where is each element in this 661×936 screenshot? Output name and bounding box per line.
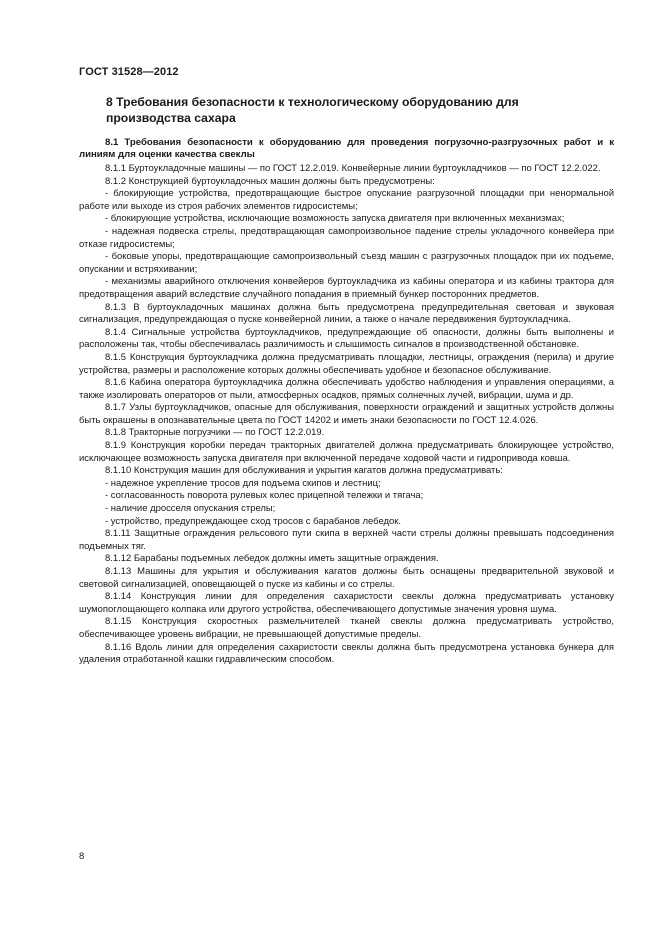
paragraph: 8.1.10 Конструкция машин для обслуживания и укрытия кагатов должна предусматривать: bbox=[105, 465, 503, 477]
paragraph: 8.1.13 Машины для укрытия и обслуживания кагатов должны быть оснащены предварительной звуковой и световой сигнализацией, оповещающей о пуске из кабины и со стрелы. bbox=[79, 566, 614, 590]
paragraph: 8.1.16 Вдоль линии для определения сахаристости свеклы должна быть предусмотрена установка бункера для удаления отработанной кашки гидравлическим способом. bbox=[79, 641, 614, 666]
paragraph: 8.1.15 Конструкция скоростных размельчителей тканей свеклы должна предусматривать устройство, обеспечивающее уровень вибрации, не превышающей допустимые пределы. bbox=[79, 616, 614, 640]
paragraph: 8.1.12 Барабаны подъемных лебедок должны иметь защитные ограждения. bbox=[105, 553, 439, 565]
section-title: 8 Требования безопасности к технологическому оборудованию для производства сахара bbox=[106, 95, 519, 125]
paragraph: 8.1.8 Тракторные погрузчики — по ГОСТ 12.2.019. bbox=[105, 427, 325, 439]
paragraph: 8.1.2 Конструкцией буртоукладочных машин должны быть предусмотрены: bbox=[105, 175, 435, 187]
paragraph: 8.1.3 В буртоукладочных машинах должна быть предусмотрена предупредительная световая и звуковая сигнализация, предупреждающая о пуске конвейерной линии, а также о начале передвижения буртоукладчика. bbox=[79, 301, 614, 326]
paragraph: 8.1.5 Конструкция буртоукладчика должна предусматривать площадки, лестницы, ограждения (перила) и другие устройства, размеры и расположение которых должны обеспечивать удобное и безопасное обслуживание. bbox=[79, 351, 614, 376]
list-item: - согласованность поворота рулевых колес прицепной тележки и тягача; bbox=[105, 490, 424, 502]
paragraph: 8.1.1 Буртоукладочные машины — по ГОСТ 12.2.019. Конвейерные линии буртоукладчиков — по ГОСТ 12.2.022. bbox=[105, 163, 601, 174]
document-code-header: ГОСТ 31528—2012 bbox=[79, 66, 179, 78]
list-item: - блокирующие устройства, исключающие возможность запуска двигателя при включенных механизмах; bbox=[105, 213, 565, 225]
subsection-title: 8.1 Требования безопасности к оборудованию для проведения погрузочно-разгрузочных работ и к линиям для оценки качества свеклы bbox=[79, 137, 614, 161]
list-item: - боковые упоры, предотвращающие самопроизвольный съезд машин с разгрузочных площадок при их подъеме, опускании и встряхивании; bbox=[79, 251, 614, 275]
paragraph: 8.1.11 Защитные ограждения рельсового пути скипа в верхней части стрелы должны превышать подсоединения подъемных тяг. bbox=[79, 528, 614, 552]
list-item: - надежное укрепление тросов для подъема скипов и лестниц; bbox=[105, 477, 381, 489]
paragraph: 8.1.4 Сигнальные устройства буртоукладчиков, предупреждающие об опасности, должны быть выполнены и расположены так, чтобы обеспечивалась различимость и слышимость сигналов в производственной обстановке. bbox=[79, 326, 614, 351]
list-item: - наличие дросселя опускания стрелы; bbox=[105, 503, 276, 515]
list-item: - надежная подвеска стрелы, предотвращающая самопроизвольное падение стрелы укладочного конвейера при отказе гидросистемы; bbox=[79, 225, 614, 250]
paragraph: 8.1.9 Конструкция коробки передач тракторных двигателей должна предусматривать блокирующее устройство, исключающее возможность запуска двигателя при включенной передаче ходовой части и гидропривода ковша. bbox=[79, 440, 614, 464]
paragraph: 8.1.6 Кабина оператора буртоукладчика должна обеспечивать удобство наблюдения и управления операциями, а также изолировать операторов от пыли, атмосферных осадков, прямых солнечных лучей, вибрации, шума и др. bbox=[79, 377, 614, 401]
page-number: 8 bbox=[79, 851, 85, 862]
list-item: - устройство, предупреждающее сход тросов с барабанов лебедок. bbox=[105, 515, 402, 527]
list-item: - блокирующие устройства, предотвращающие быстрое опускание разгрузочной площадки при ненормальной работе или выходе из строя рабочих элементов гидросистемы; bbox=[79, 188, 614, 212]
list-item: - механизмы аварийного отключения конвейеров буртоукладчика из кабины оператора и из кабины трактора для предотвращения аварий вследствие случайного попадания в приемный бункер посторонних предметов. bbox=[79, 276, 614, 300]
paragraph: 8.1.14 Конструкция линии для определения сахаристости свеклы должна предусматривать установку шумопоглощающего колпака или другого устройства, обеспечивающего допустимые значения уровня шума. bbox=[79, 591, 614, 615]
body-text bbox=[79, 163, 614, 667]
paragraph: 8.1.7 Узлы буртоукладчиков, опасные для обслуживания, поверхности ограждений и защитных устройств должны быть окрашены в опознавательные цвета по ГОСТ 14202 и иметь знаки безопасности по ГОСТ 12.4.026. bbox=[79, 402, 614, 426]
